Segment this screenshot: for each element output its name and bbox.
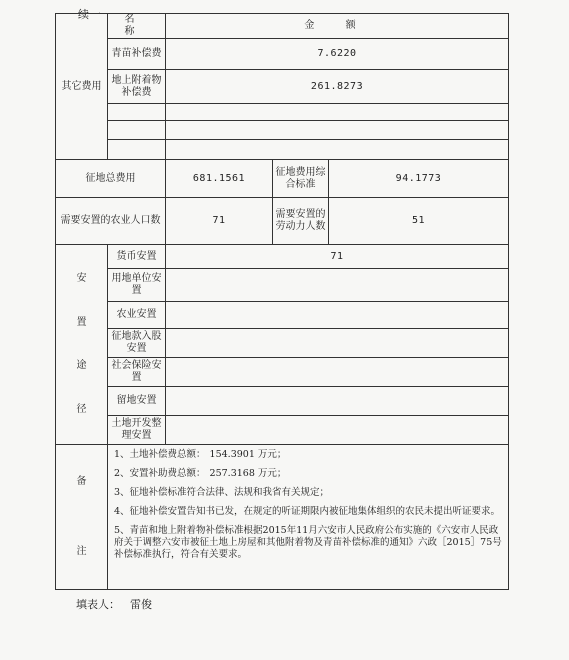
total-cost-label: 征地总费用	[56, 160, 166, 198]
resettlement-item-value	[166, 329, 509, 358]
note-text: 4、征地补偿安置告知书已发，在规定的听证期限内被征地集体组织的农民未提出听证要求。	[114, 506, 501, 517]
note-value: 257.3168 万元；	[209, 468, 287, 479]
notes-section-label	[56, 445, 108, 590]
other-fees-label: 其它费用	[56, 14, 108, 160]
fee-amount-cell	[166, 104, 509, 121]
note-text: 1、土地补偿费总额：	[114, 449, 206, 460]
resettlement-item-value	[166, 269, 509, 302]
fee-name-cell	[108, 140, 166, 160]
resettlement-char: 安	[76, 272, 87, 284]
continued-marker: 续一	[78, 8, 102, 21]
ag-population-value: 71	[166, 198, 273, 245]
resettlement-item-value: 71	[166, 245, 509, 269]
resettlement-item-label: 货币安置	[108, 245, 166, 269]
fee-name-cell	[108, 121, 166, 140]
note-item	[114, 449, 502, 461]
col-amount-header: 金 额	[166, 14, 509, 39]
col-name-header: 名 称	[108, 14, 166, 39]
note-item	[114, 468, 502, 480]
fee-name-cell	[108, 104, 166, 121]
resettlement-char: 置	[76, 316, 87, 328]
resettlement-item-label: 社会保险安置	[108, 358, 166, 387]
labor-label: 需要安置的劳动力人数	[273, 198, 329, 245]
resettlement-section-label	[56, 245, 108, 445]
resettlement-item-label: 留地安置	[108, 387, 166, 416]
note-text: 5、青苗和地上附着物补偿标准根据2015年11月六安市人民政府公布实施的《六安市人民政府关于调整六安市被征土地上房屋和其他附着物及青苗补偿标准的通知》六政［2015］75号补偿标准执行，符合有关要求。	[114, 525, 502, 560]
notes-char: 备	[76, 476, 87, 487]
resettlement-item-value	[166, 387, 509, 416]
standard-value: 94.1773	[329, 160, 509, 198]
fee-name-cell: 地上附着物补偿费	[108, 70, 166, 104]
resettlement-item-value	[166, 416, 509, 445]
note-item	[114, 487, 502, 499]
note-text: 2、安置补助费总额：	[114, 468, 206, 479]
resettlement-char: 途	[76, 360, 87, 372]
filler-name: 雷俊	[130, 598, 152, 611]
resettlement-item-label: 征地款入股安置	[108, 329, 166, 358]
note-item	[114, 506, 502, 518]
fee-amount-cell: 7.6220	[166, 39, 509, 70]
resettlement-item-label: 土地开发整理安置	[108, 416, 166, 445]
note-value: 154.3901 万元；	[209, 449, 287, 460]
standard-label: 征地费用综合标准	[273, 160, 329, 198]
resettlement-item-value	[166, 302, 509, 329]
fee-name-cell: 青苗补偿费	[108, 39, 166, 70]
land-acquisition-table	[55, 13, 509, 590]
fee-amount-cell	[166, 140, 509, 160]
notes-char: 注	[76, 546, 87, 557]
filler-line	[76, 596, 152, 612]
fee-amount-cell: 261.8273	[166, 70, 509, 104]
notes-cell	[108, 445, 509, 590]
filler-label: 填表人：	[76, 598, 120, 611]
total-cost-value: 681.1561	[166, 160, 273, 198]
ag-population-label: 需要安置的农业人口数	[56, 198, 166, 245]
note-text: 3、征地补偿标准符合法律、法规和我省有关规定；	[114, 487, 330, 498]
fee-amount-cell	[166, 121, 509, 140]
resettlement-item-label: 农业安置	[108, 302, 166, 329]
resettlement-char: 径	[76, 404, 87, 416]
labor-value: 51	[329, 198, 509, 245]
resettlement-item-value	[166, 358, 509, 387]
note-item	[114, 525, 502, 561]
resettlement-item-label: 用地单位安置	[108, 269, 166, 302]
